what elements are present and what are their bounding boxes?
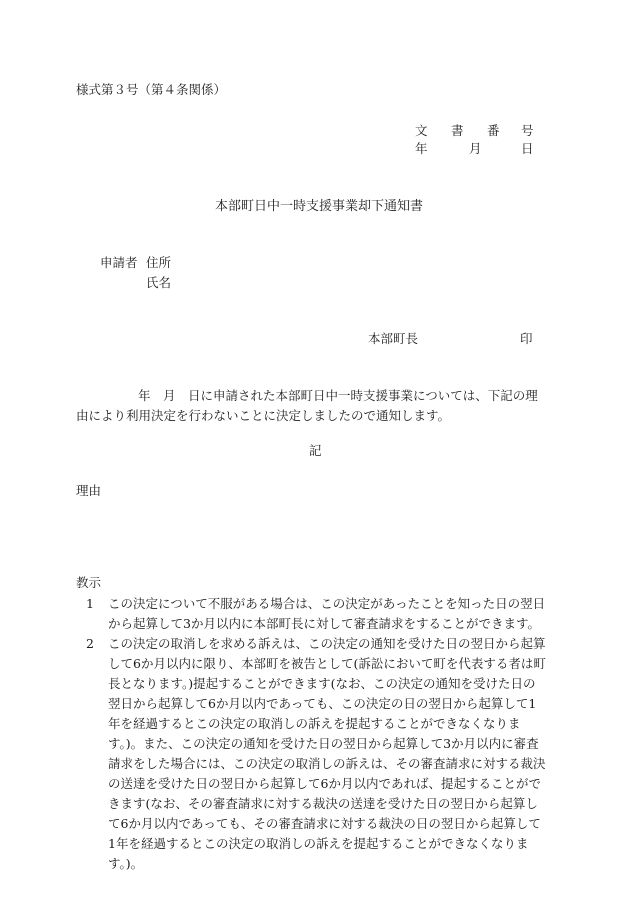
doc-number-char: 号 (521, 123, 534, 138)
instruction-label: 教示 (76, 575, 102, 590)
instruction-number: 2 (86, 636, 94, 651)
address-label: 住所 (146, 255, 172, 270)
issuer-name: 本部町長 (368, 331, 419, 346)
doc-number-char: 文 (415, 123, 428, 138)
applicant-label: 申請者 (100, 255, 138, 270)
notice-body: 年 月 日に申請された本部町日中一時支援事業については、下記の理由により利用決定を行わないことに決定しましたので通知します。 (76, 388, 538, 423)
reason-label: 理由 (76, 483, 102, 498)
ki-heading: 記 (309, 443, 322, 458)
instruction-item (76, 594, 546, 634)
date-year: 年 (415, 141, 428, 156)
form-label: 様式第３号（第４条関係） (76, 82, 227, 97)
instruction-number: 1 (86, 596, 94, 611)
name-label: 氏名 (146, 275, 172, 290)
seal-mark: 印 (520, 331, 533, 346)
doc-number-char: 番 (487, 123, 500, 138)
instruction-item (76, 634, 546, 874)
instruction-text: この決定について不服がある場合は、この決定があったことを知った日の翌日から起算して3か月以内に本部町長に対して審査請求をすることができます。 (108, 596, 546, 631)
doc-number-char: 書 (451, 123, 464, 138)
instruction-list (76, 594, 546, 874)
document-title: 本部町日中一時支援事業却下通知書 (215, 199, 424, 214)
instruction-text: この決定の取消しを求める訴えは、この決定の通知を受けた日の翌日から起算して6か月以内に限り、本部町を被告として(訴訟において町を代表する者は町長となります。)提起することができます(なお、この決定の通知を受けた日の翌日から起算して6か月以内であっても、この決定の日の翌日から起算して1年を経過するとこの決定の取消しの訴えを提起することができなくなります。)。また、この決定の通知を受けた日の翌日から起算して3か月以内に審査請求をした場合には、この決定の取消しの訴えは、その審査請求に対する裁決の送達を受けた日の翌日から起算して6か月以内であれば、提起することができます(なお、その審査請求に対する裁決の送達を受けた日の翌日から起算して6か月以内であっても、その審査請求に対する裁決の日の翌日から起算して1年を経過するとこの決定の取消しの訴えを提起することができなくなります。)。 (108, 636, 546, 871)
date-month: 月 (469, 141, 482, 156)
date-day: 日 (521, 141, 534, 156)
